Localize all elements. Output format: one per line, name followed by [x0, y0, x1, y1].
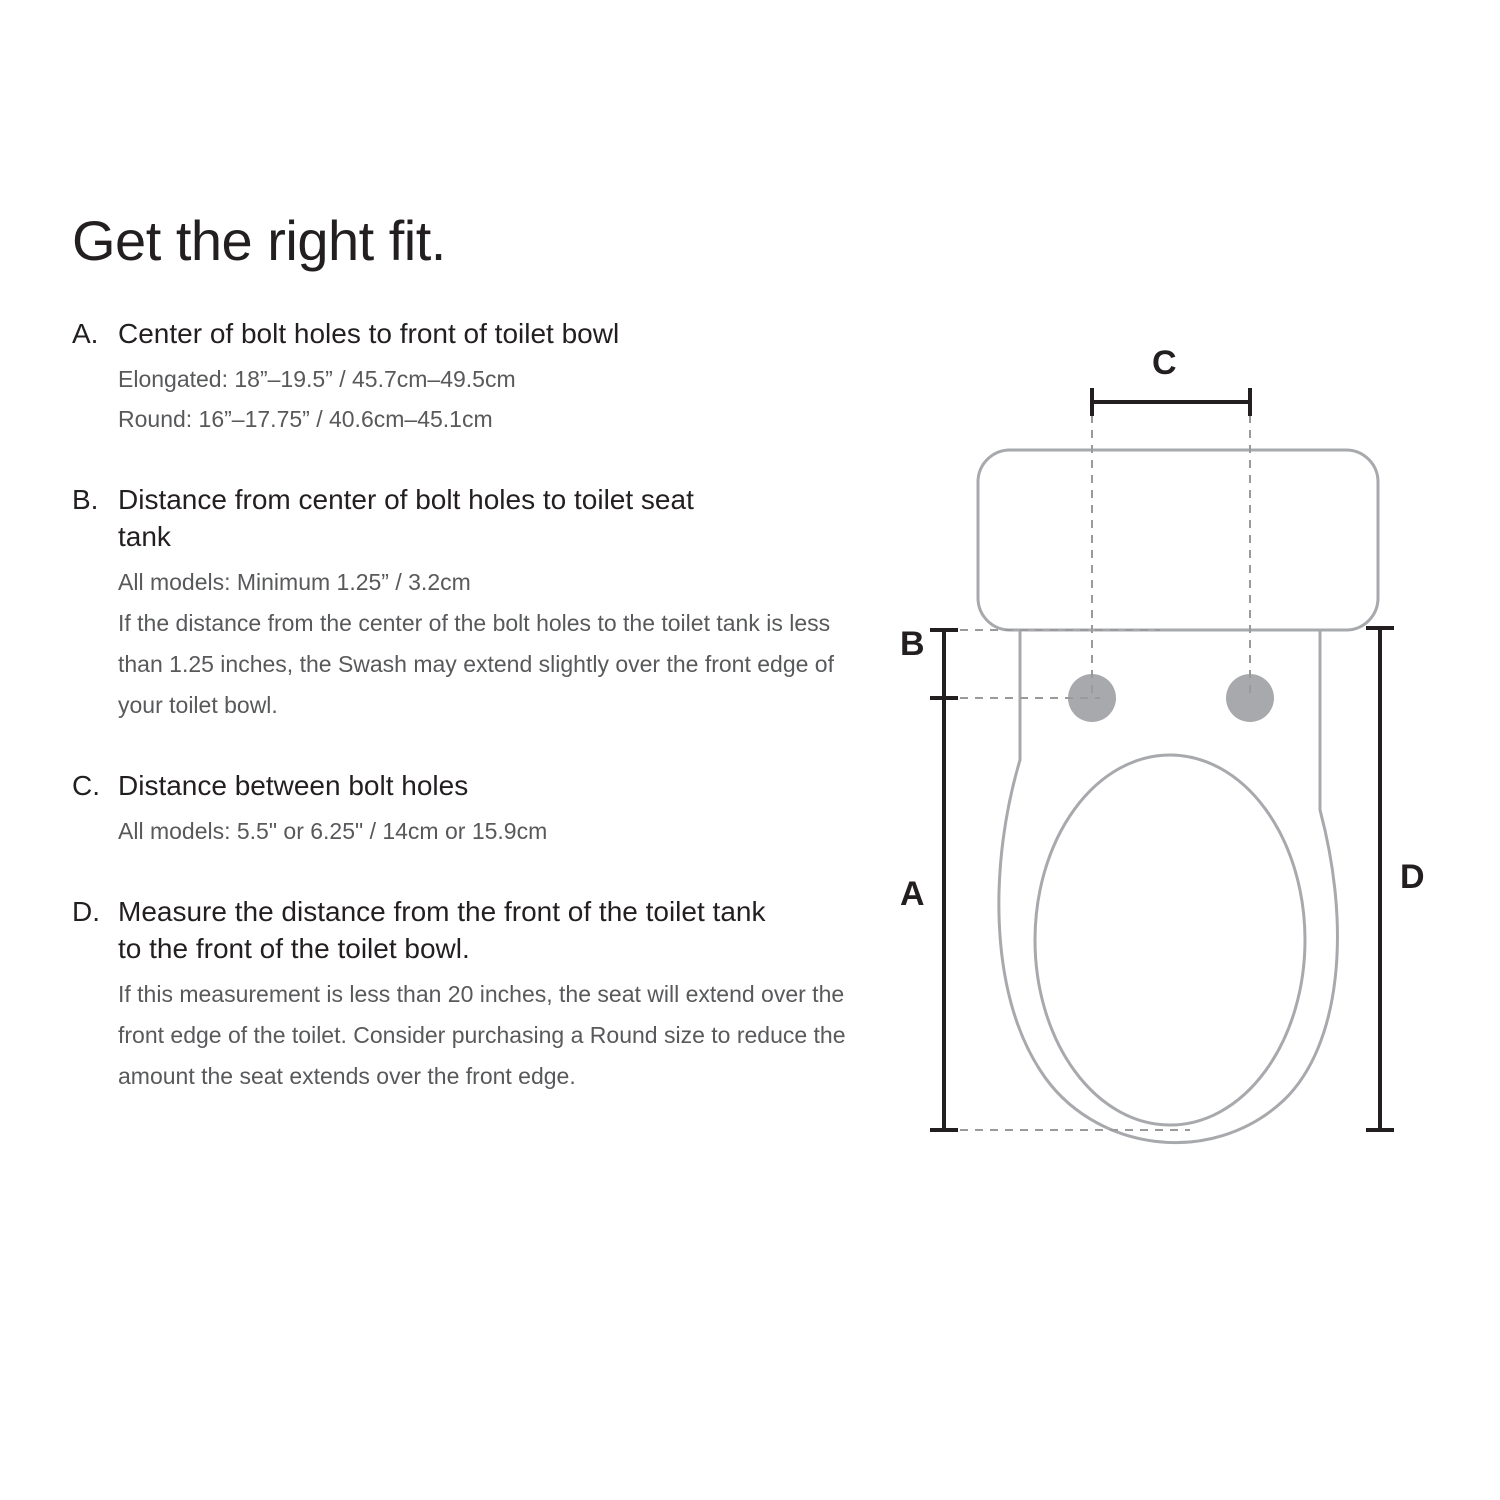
- dimension-label-a: A: [900, 875, 925, 913]
- instructions-column: [72, 210, 862, 1139]
- instruction-d-line-1: If this measurement is less than 20 inches, the seat will extend over the front edge of the toilet. Consider purchasing a Round size to reduce the amount the seat extends over the front edge.: [118, 980, 846, 1089]
- instruction-b-line-2: If the distance from the center of the bolt holes to the toilet tank is less than 1.25 inches, the Swash may extend slightly over the front edge of your toilet bowl.: [118, 610, 834, 719]
- instruction-d-header: [72, 894, 772, 968]
- instruction-item-a: [72, 316, 862, 441]
- instruction-c-body: [118, 811, 862, 852]
- toilet-bowl-inner-outline: [1035, 755, 1305, 1125]
- instruction-d-letter: D.: [72, 895, 100, 927]
- dimension-label-c: C: [1152, 344, 1177, 382]
- dimension-label-b: B: [900, 625, 925, 663]
- toilet-tank-shape: [978, 450, 1378, 630]
- page-title: Get the right fit.: [72, 209, 446, 272]
- toilet-seat-outline: [999, 630, 1338, 1143]
- instruction-c-heading: Distance between bolt holes: [118, 770, 469, 802]
- instruction-a-line-2: Round: 16”–17.75” / 40.6cm–45.1cm: [118, 406, 493, 433]
- diagram-svg: [860, 330, 1440, 1190]
- instruction-d-heading: Measure the distance from the front of the toilet tank to the front of the toilet bowl.: [118, 895, 766, 964]
- instruction-c-line-1: All models: 5.5" or 6.25" / 14cm or 15.9cm: [118, 818, 548, 845]
- instruction-item-c: [72, 768, 862, 852]
- instruction-b-heading: Distance from center of bolt holes to toilet seat tank: [118, 484, 694, 553]
- instruction-a-line-1: Elongated: 18”–19.5” / 45.7cm–49.5cm: [118, 365, 516, 392]
- instruction-c-header: [72, 768, 862, 805]
- instruction-d-body: [118, 974, 862, 1097]
- instruction-b-letter: B.: [72, 484, 99, 516]
- instruction-item-b: [72, 482, 862, 726]
- instruction-a-body: [118, 359, 862, 441]
- instruction-a-heading: Center of bolt holes to front of toilet bowl: [118, 317, 620, 349]
- dimension-label-d: D: [1400, 858, 1425, 896]
- instruction-c-letter: C.: [72, 770, 100, 802]
- instruction-item-d: [72, 894, 862, 1097]
- instruction-a-header: [72, 316, 862, 353]
- instruction-b-line-1: All models: Minimum 1.25” / 3.2cm: [118, 569, 471, 596]
- instruction-a-letter: A.: [72, 317, 99, 349]
- instruction-b-body: [118, 562, 862, 726]
- toilet-seat-diagram: [860, 330, 1440, 1190]
- instruction-b-header: [72, 482, 862, 556]
